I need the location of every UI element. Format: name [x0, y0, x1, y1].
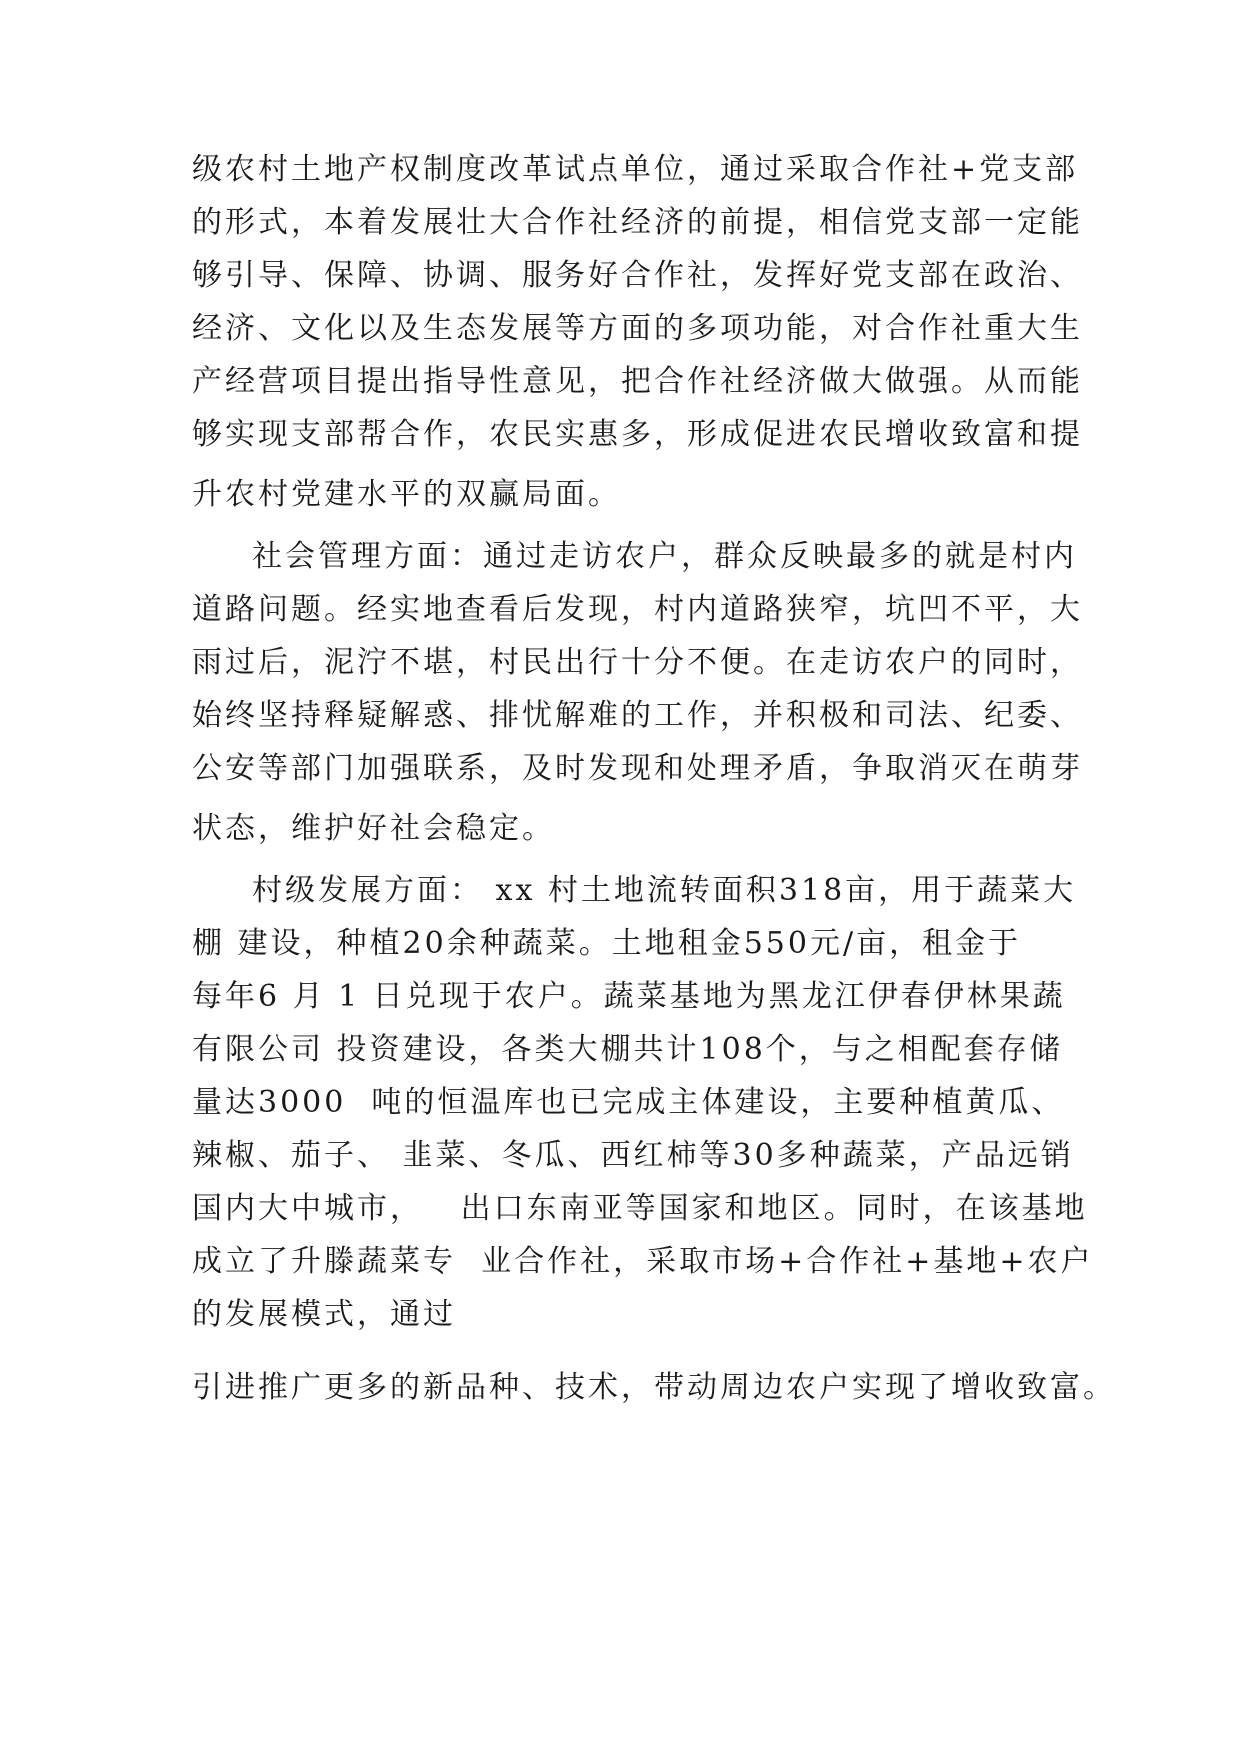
text-line: 雨过后，泥泞不堪，村民出行十分不便。在走访农户的同时， — [192, 645, 1083, 680]
text-line: 国内大中城市， 出口东南亚等国家和地区。同时，在该基地 — [192, 1191, 1088, 1226]
text-line: 够引导、保障、协调、服务好合作社，发挥好党支部在政治、 — [192, 258, 1083, 293]
paragraph-start-line: 社会管理方面：通过走访农户，群众反映最多的就是村内 — [252, 539, 1077, 574]
text-line: 量达3000 吨的恒温库也已完成主体建设，主要种植黄瓜、 — [192, 1085, 1065, 1120]
text-line: 够实现支部帮合作，农民实惠多，形成促进农民增收致富和提 — [192, 417, 1083, 452]
text-line: 有限公司 投资建设，各类大棚共计108个，与之相配套存储 — [192, 1032, 1063, 1067]
text-line: 道路问题。经实地查看后发现，村内道路狭窄，坑凹不平，大 — [192, 592, 1083, 627]
text-line: 状态，维护好社会稳定。 — [192, 811, 555, 846]
text-line: 的形式，本着发展壮大合作社经济的前提，相信党支部一定能 — [192, 205, 1083, 240]
text-line: 每年6 月 1 日兑现于农户。蔬菜基地为黑龙江伊春伊林果蔬 — [192, 979, 1066, 1014]
text-line: 级农村土地产权制度改革试点单位，通过采取合作社+党支部 — [192, 152, 1079, 187]
text-line: 棚 建设，种植20余种蔬菜。土地租金550元/亩，租金于 — [192, 926, 1022, 961]
paragraph-start-line: 村级发展方面： xx 村土地流转面积318亩，用于蔬菜大 — [252, 873, 1077, 908]
text-line: 产经营项目提出指导性意见，把合作社经济做大做强。从而能 — [192, 364, 1083, 399]
text-line: 经济、文化以及生态发展等方面的多项功能，对合作社重大生 — [192, 311, 1083, 346]
text-line: 成立了升滕蔬菜专 业合作社，采取市场+合作社+基地+农户 — [192, 1244, 1094, 1279]
text-line: 的发展模式，通过 — [192, 1297, 456, 1332]
text-line: 辣椒、茄子、 韭菜、冬瓜、西红柿等30多种蔬菜，产品远销 — [192, 1138, 1074, 1173]
text-line: 始终坚持释疑解惑、排忧解难的工作，并积极和司法、纪委、 — [192, 698, 1083, 733]
text-line: 公安等部门加强联系，及时发现和处理矛盾，争取消灭在萌芽 — [192, 751, 1083, 786]
text-line: 升农村党建水平的双赢局面。 — [192, 477, 621, 512]
text-line: 引进推广更多的新品种、技术，带动周边农户实现了增收致富。 — [192, 1370, 1116, 1405]
